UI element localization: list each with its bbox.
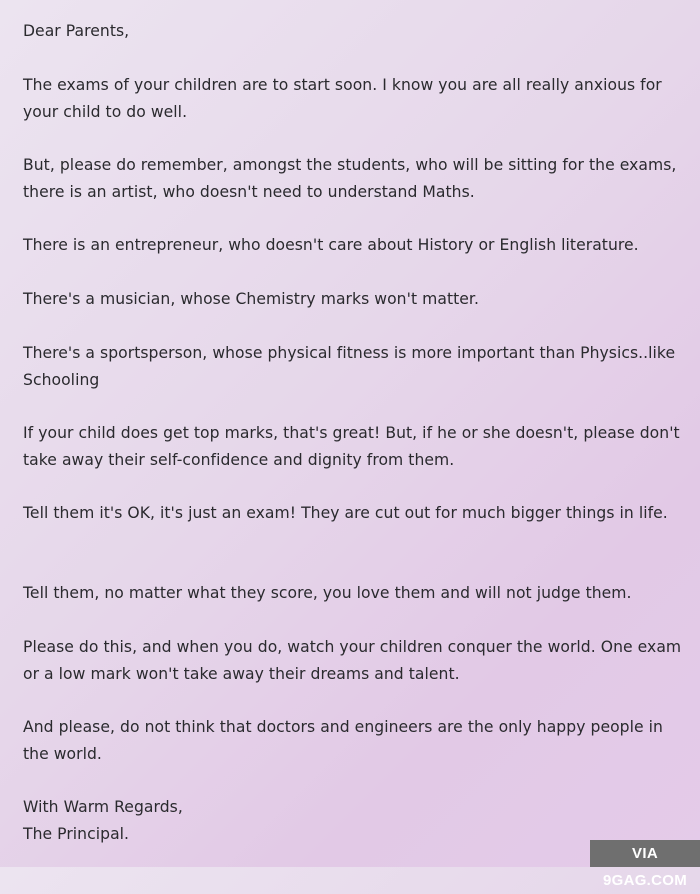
watermark-badge: VIA 9GAG.COM (590, 840, 700, 867)
paragraph-6: If your child does get top marks, that's great! But, if he or she doesn't, please don't take away their self-confidence and dignity from them. (23, 424, 680, 469)
paragraph-7: Tell them it's OK, it's just an exam! They are cut out for much bigger things in life. (23, 504, 668, 522)
paragraph-10: And please, do not think that doctors and engineers are the only happy people in the world. (23, 718, 663, 763)
paragraph-5: There's a sportsperson, whose physical fitness is more important than Physics..like Schooling (23, 344, 676, 389)
paragraph-3: There is an entrepreneur, who doesn't care about History or English literature. (23, 236, 639, 254)
signoff (23, 794, 183, 848)
paragraph-9: Please do this, and when you do, watch your children conquer the world. One exam or a low mark won't take away their dreams and talent. (23, 638, 682, 683)
paragraph-8: Tell them, no matter what they score, you love them and will not judge them. (23, 584, 632, 602)
closing: With Warm Regards, (23, 798, 183, 816)
paragraph-1: The exams of your children are to start soon. I know you are all really anxious for your child to do well. (23, 76, 662, 121)
signature: The Principal. (23, 825, 130, 843)
paragraph-4: There's a musician, whose Chemistry marks won't matter. (23, 290, 479, 308)
greeting: Dear Parents, (23, 22, 130, 40)
paragraph-2: But, please do remember, amongst the students, who will be sitting for the exams, there is an artist, who doesn't need to understand Maths. (23, 156, 677, 201)
